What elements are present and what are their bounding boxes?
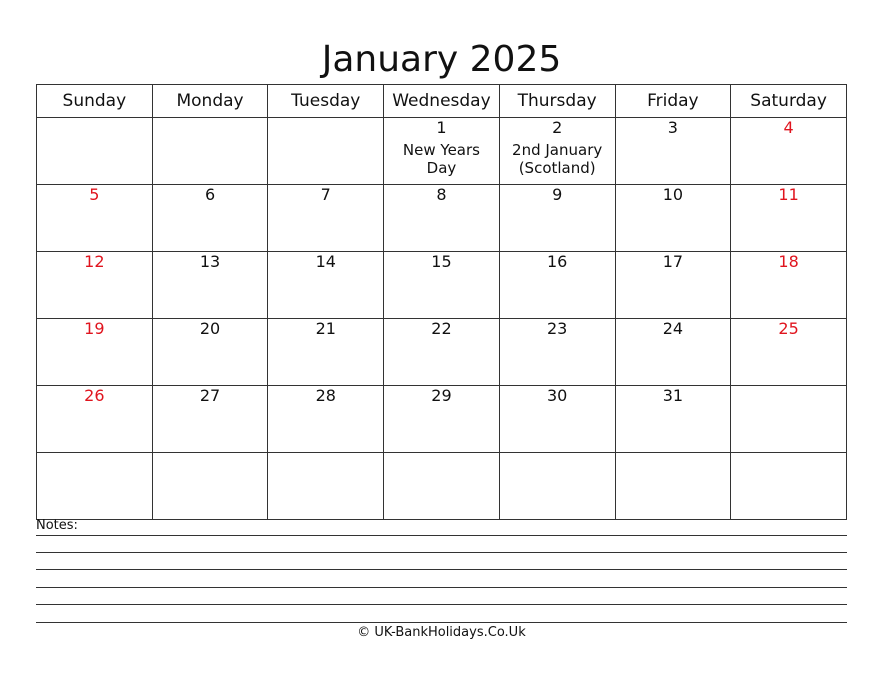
day-number: 24 xyxy=(662,319,684,338)
weekday-header-tuesday: Tuesday xyxy=(268,85,384,118)
day-number: 23 xyxy=(546,319,568,338)
weekday-header-sunday: Sunday xyxy=(37,85,153,118)
calendar-grid xyxy=(36,84,847,520)
day-cell xyxy=(615,118,731,185)
day-number: 13 xyxy=(199,252,221,271)
note-line xyxy=(36,569,847,570)
week-row xyxy=(37,386,847,453)
day-number: 1 xyxy=(436,118,447,137)
day-number: 3 xyxy=(667,118,678,137)
day-number: 14 xyxy=(315,252,336,271)
day-number: 15 xyxy=(431,252,452,271)
day-number: 22 xyxy=(431,319,452,338)
day-cell xyxy=(37,252,153,319)
weekday-header-friday: Friday xyxy=(615,85,731,118)
day-cell xyxy=(384,118,500,185)
day-cell xyxy=(499,118,615,185)
day-cell xyxy=(731,453,847,520)
day-cell xyxy=(37,386,153,453)
day-cell xyxy=(384,386,500,453)
day-number: 6 xyxy=(204,185,216,204)
note-line xyxy=(36,552,847,553)
day-number: 28 xyxy=(315,386,336,405)
day-cell xyxy=(37,185,153,252)
day-number: 2 xyxy=(552,118,563,137)
day-cell xyxy=(731,118,847,185)
day-cell xyxy=(731,386,847,453)
day-cell xyxy=(499,252,615,319)
day-number: 8 xyxy=(436,185,447,204)
week-row xyxy=(37,453,847,520)
week-row xyxy=(37,118,847,185)
day-cell xyxy=(731,185,847,252)
week-row xyxy=(37,319,847,386)
day-cell xyxy=(731,319,847,386)
page-title: January 2025 xyxy=(321,39,562,80)
day-cell xyxy=(499,453,615,520)
day-cell xyxy=(268,252,384,319)
day-cell xyxy=(499,185,615,252)
day-number: 21 xyxy=(315,319,336,338)
day-number: 29 xyxy=(431,386,452,405)
day-cell xyxy=(37,453,153,520)
day-cell xyxy=(268,386,384,453)
day-number: 30 xyxy=(546,386,568,405)
day-number: 26 xyxy=(84,386,105,405)
day-cell xyxy=(499,386,615,453)
day-number: 10 xyxy=(662,185,684,204)
footer-credit: © UK-BankHolidays.Co.Uk xyxy=(357,625,526,640)
day-cell xyxy=(615,453,731,520)
day-cell xyxy=(384,453,500,520)
day-number: 18 xyxy=(778,252,799,271)
day-number: 4 xyxy=(783,118,794,137)
day-number: 31 xyxy=(662,386,684,405)
day-number: 19 xyxy=(84,319,105,338)
day-cell xyxy=(152,453,268,520)
day-number: 9 xyxy=(552,185,563,204)
day-cell xyxy=(615,185,731,252)
day-cell xyxy=(384,252,500,319)
day-number: 27 xyxy=(199,386,221,405)
weekday-header-monday: Monday xyxy=(152,85,268,118)
day-number: 11 xyxy=(778,185,799,204)
day-cell xyxy=(268,185,384,252)
day-number: 20 xyxy=(199,319,221,338)
day-cell xyxy=(268,319,384,386)
day-cell xyxy=(152,252,268,319)
day-cell xyxy=(268,118,384,185)
day-cell xyxy=(37,118,153,185)
day-cell xyxy=(152,386,268,453)
day-cell xyxy=(384,185,500,252)
week-row xyxy=(37,252,847,319)
day-number: 17 xyxy=(662,252,684,271)
day-cell xyxy=(268,453,384,520)
weekday-header-thursday: Thursday xyxy=(499,85,615,118)
day-number: 25 xyxy=(778,319,799,338)
day-cell xyxy=(615,252,731,319)
note-line xyxy=(36,604,847,605)
note-line xyxy=(36,622,847,623)
day-cell xyxy=(152,118,268,185)
weekday-header-saturday: Saturday xyxy=(731,85,847,118)
day-number: 16 xyxy=(546,252,568,271)
day-number: 7 xyxy=(320,185,331,204)
notes-label: Notes: xyxy=(36,518,78,533)
holiday-label: 2nd January (Scotland) xyxy=(512,141,603,177)
day-cell xyxy=(615,319,731,386)
day-cell xyxy=(615,386,731,453)
day-cell xyxy=(384,319,500,386)
day-cell xyxy=(731,252,847,319)
weekday-header-wednesday: Wednesday xyxy=(384,85,500,118)
day-cell xyxy=(152,319,268,386)
day-cell xyxy=(152,185,268,252)
holiday-label: New Years Day xyxy=(402,141,480,177)
day-number: 12 xyxy=(84,252,105,271)
weekday-header-row xyxy=(37,85,847,118)
day-cell xyxy=(37,319,153,386)
day-number: 5 xyxy=(89,185,100,204)
week-row xyxy=(37,185,847,252)
note-line xyxy=(36,587,847,588)
note-line xyxy=(36,535,847,536)
calendar-body xyxy=(37,118,847,520)
day-cell xyxy=(499,319,615,386)
